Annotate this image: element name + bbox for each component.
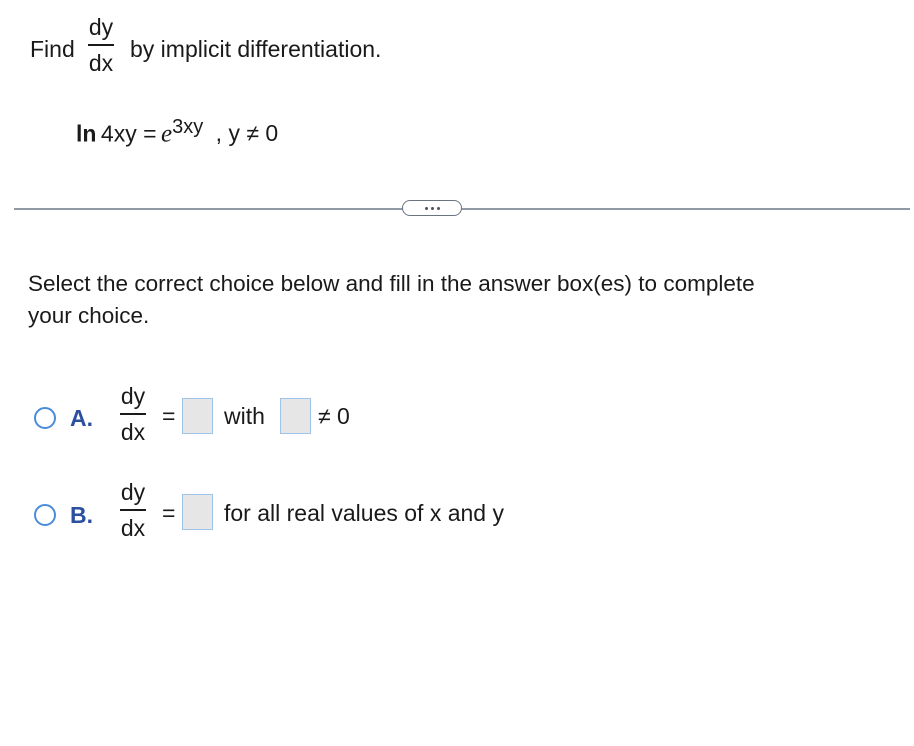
choice-b-suffix-text: for all real values of x and y bbox=[224, 500, 504, 526]
choice-a-answer-box-2[interactable] bbox=[280, 398, 311, 434]
equation-ln: ln bbox=[76, 120, 97, 147]
equation-rhs-exponent: 3xy bbox=[172, 116, 204, 138]
equation-condition: , y ≠ 0 bbox=[215, 120, 279, 147]
choice-b-fraction bbox=[120, 479, 146, 541]
choice-a-not-equal-zero: ≠ 0 bbox=[318, 403, 350, 429]
choice-b-answer-box[interactable] bbox=[182, 494, 213, 530]
equation-lhs: 4xy = bbox=[100, 120, 157, 147]
prompt-text bbox=[28, 268, 755, 332]
choice-b-radio[interactable] bbox=[34, 504, 56, 526]
derivative-fraction bbox=[88, 14, 114, 76]
more-dot-icon bbox=[437, 207, 440, 210]
choice-a-letter: A. bbox=[70, 405, 93, 431]
fraction-numerator: dy bbox=[120, 479, 146, 505]
choice-a-fraction bbox=[120, 383, 146, 445]
more-dot-icon bbox=[431, 207, 434, 210]
fraction-bar bbox=[88, 44, 114, 46]
choice-a-answer-box-1[interactable] bbox=[182, 398, 213, 434]
fraction-denominator: dx bbox=[120, 514, 146, 541]
fraction-bar bbox=[120, 509, 146, 511]
fraction-numerator: dy bbox=[88, 14, 114, 40]
choice-a-equals: = bbox=[162, 403, 176, 429]
choice-b-letter: B. bbox=[70, 502, 93, 528]
choice-a-with-text: with bbox=[224, 403, 265, 429]
equation-rhs-base: e bbox=[160, 120, 173, 148]
fraction-bar bbox=[120, 413, 146, 415]
equation bbox=[76, 118, 278, 148]
fraction-denominator: dx bbox=[120, 418, 146, 445]
choice-b-equals: = bbox=[162, 500, 176, 526]
prompt-line-2: your choice. bbox=[28, 303, 150, 328]
more-options-button[interactable] bbox=[402, 200, 462, 216]
fraction-numerator: dy bbox=[120, 383, 146, 409]
prompt-line-1: Select the correct choice below and fill in the answer box(es) to complete bbox=[28, 271, 755, 296]
find-label: Find bbox=[30, 36, 75, 62]
instruction-text: by implicit differentiation. bbox=[130, 36, 382, 62]
fraction-denominator: dx bbox=[88, 49, 114, 76]
choice-a-radio[interactable] bbox=[34, 407, 56, 429]
section-divider bbox=[14, 208, 910, 210]
more-dot-icon bbox=[425, 207, 428, 210]
